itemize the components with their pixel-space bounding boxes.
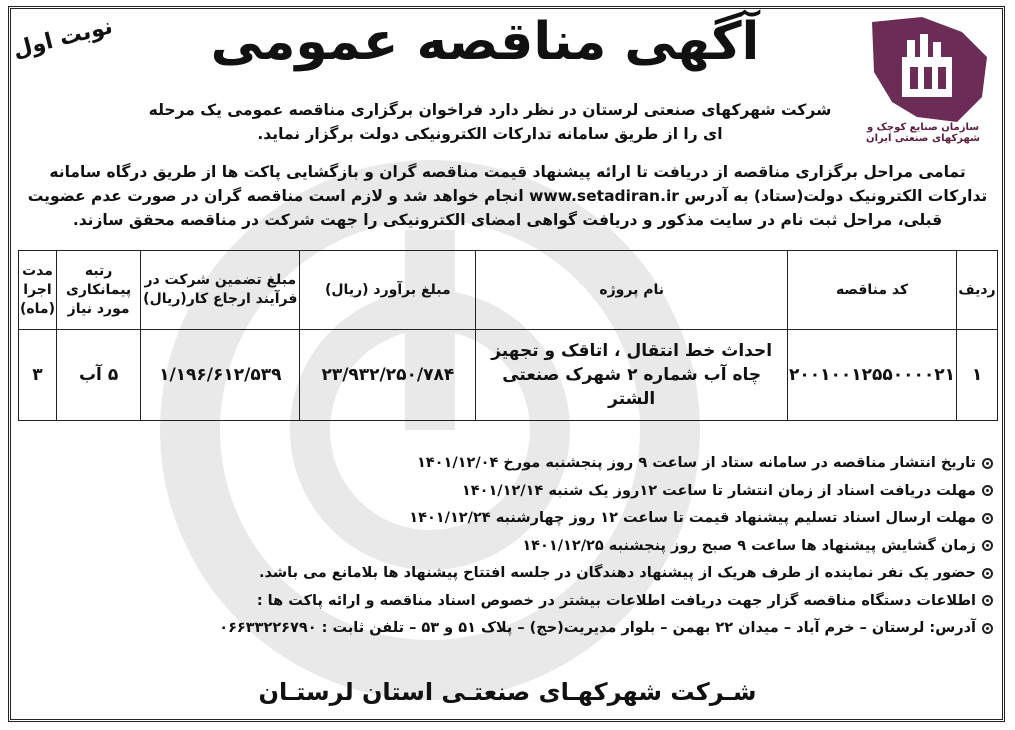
stage-badge: نوبت اول	[10, 14, 116, 63]
intro-paragraph: شرکت شهرکهای صنعتی لرستان در نظر دارد فراخوان برگزاری مناقصه عمومی یک مرحله ای را از طریق سامانه تدارکات الکترونیکی دولت برگزار نماید.	[148, 101, 832, 143]
cell-contractor-grade: ۵ آب	[57, 330, 141, 421]
bullet-icon	[982, 623, 993, 634]
bullet-icon	[982, 485, 993, 496]
page-title: آگهی مناقصه عمومی	[210, 12, 760, 72]
col-project-name: نام پروژه	[476, 251, 788, 330]
bullet-icon	[982, 595, 993, 606]
logo-caption: سازمان صنایع کوچک و شهرکهای صنعتی ایران	[866, 122, 980, 144]
list-item: حضور یک نفر نماینده از طرف هریک از پیشنهاد دهندگان در جلسه افتتاح پیشنهاد ها بلامانع می باشد.	[93, 560, 993, 588]
bullet-icon	[982, 458, 993, 469]
col-contractor-grade: رتبه پیمانکاری مورد نیاز	[57, 251, 141, 330]
bullet-icon	[982, 568, 993, 579]
list-item: اطلاعات دستگاه مناقصه گزار جهت دریافت اطلاعات بیشتر در خصوص اسناد مناقصه و ارائه پاکت ها :	[93, 588, 993, 616]
cell-row-number: ۱	[957, 330, 998, 421]
tender-table	[18, 250, 998, 421]
bullet-icon	[982, 513, 993, 524]
list-item: تاریخ انتشار مناقصه در سامانه ستاد از ساعت ۹ روز پنجشنبه مورخ ۱۴۰۱/۱۲/۰۴	[93, 450, 993, 478]
factory-map-logo-icon	[862, 12, 997, 130]
col-duration: مدت اجرا (ماه)	[19, 251, 57, 330]
cell-project-name: احداث خط انتقال ، اتاقک و تجهیز چاه آب شماره ۲ شهرک صنعتی الشتر	[476, 330, 788, 421]
list-item: آدرس: لرستان – خرم آباد – میدان ۲۲ بهمن – بلوار مدیریت(حج) – پلاک ۵۱ و ۵۳ – تلفن ثابت : ۰۶۶۳۳۲۲۶۷۹۰	[93, 615, 993, 643]
col-tender-code: کد مناقصه	[788, 251, 957, 330]
cell-duration: ۳	[19, 330, 57, 421]
footer-company-name: شـرکت شهرکهـای صنعتـی استان لرستـان	[258, 678, 757, 706]
list-item: مهلت دریافت اسناد از زمان انتشار تا ساعت ۱۲روز یک شنبه ۱۴۰۱/۱۲/۱۴	[93, 478, 993, 506]
col-row-number: ردیف	[957, 251, 998, 330]
table-header-row	[19, 251, 998, 330]
cell-estimate: ۲۳/۹۳۲/۲۵۰/۷۸۴	[300, 330, 476, 421]
col-estimate: مبلغ برآورد (ریال)	[300, 251, 476, 330]
bullet-icon	[982, 540, 993, 551]
list-item: زمان گشایش پیشنهاد ها ساعت ۹ صبح روز پنجشنبه ۱۴۰۱/۱۲/۲۵	[93, 533, 993, 561]
details-list	[93, 450, 993, 643]
body-paragraph: تمامی مراحل برگزاری مناقصه از دریافت تا ارائه پیشنهاد قیمت مناقصه گران و بازگشایی پاکت ها از طریق درگاه سامانه تدارکات الکترونیک دولت(ستاد) به آدرس www.setadiran.ir انجام خواهد شد و لازم است مناقصه گران در صورت عدم عضویت قبلی، مراحل ثبت نام در سایت مذکور و دریافت گواهی امضای الکترونیکی را جهت شرکت در مناقصه محقق سازند.	[27, 163, 988, 229]
list-item: مهلت ارسال اسناد تسلیم پیشنهاد قیمت تا ساعت ۱۲ روز چهارشنبه ۱۴۰۱/۱۲/۲۴	[93, 505, 993, 533]
col-guarantee: مبلغ تضمین شرکت در فرآیند ارجاع کار(ریال)	[141, 251, 300, 330]
table-row	[19, 330, 998, 421]
cell-guarantee: ۱/۱۹۶/۶۱۲/۵۳۹	[141, 330, 300, 421]
cell-tender-code: ۲۰۰۱۰۰۱۲۵۵۰۰۰۰۲۱	[788, 330, 957, 421]
